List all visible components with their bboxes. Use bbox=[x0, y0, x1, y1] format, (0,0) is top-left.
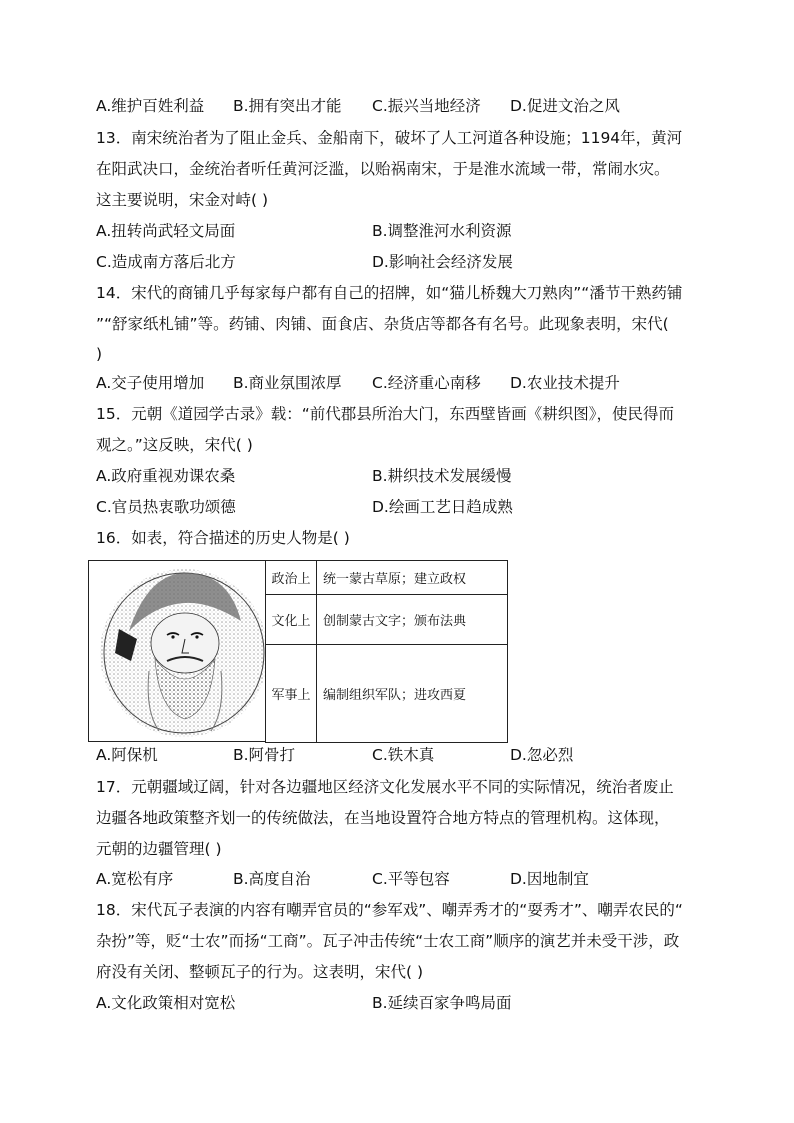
table-row bbox=[266, 595, 508, 645]
q14-stem-line-2: ”“舒家纸札铺”等。药铺、肉铺、面食店、杂货店等都各有名号。此现象表明，宋代( bbox=[96, 315, 669, 333]
q13-stem-line-3: 这主要说明，宋金对峙( ) bbox=[96, 191, 269, 209]
q15-stem-line-1: 15．元朝《道园学古录》载：“前代郡县所治大门，东西壁皆画《耕织图》，使民得而 bbox=[96, 405, 675, 423]
table-key-cell: 军事上 bbox=[266, 645, 317, 743]
q14-option-d: D.农业技术提升 bbox=[510, 374, 620, 392]
q13-option-a: A.扭转尚武轻文局面 bbox=[96, 222, 236, 240]
table-value-cell: 编制组织军队；进攻西夏 bbox=[317, 645, 508, 743]
q16-info-table bbox=[265, 560, 508, 743]
q16-option-a: A.阿保机 bbox=[96, 746, 158, 764]
q14-option-c: C.经济重心南移 bbox=[372, 374, 481, 392]
q15-option-a: A.政府重视劝课农桑 bbox=[96, 467, 236, 485]
q13-option-c: C.造成南方落后北方 bbox=[96, 253, 236, 271]
table-value-cell: 统一蒙古草原；建立政权 bbox=[317, 561, 508, 595]
table-key-cell: 文化上 bbox=[266, 595, 317, 645]
table-row bbox=[266, 645, 508, 743]
q13-option-b: B.调整淮河水利资源 bbox=[372, 222, 512, 240]
q16-stem-line-1: 16．如表，符合描述的历史人物是( ) bbox=[96, 529, 350, 547]
q13-option-d: D.影响社会经济发展 bbox=[372, 253, 513, 271]
q14-stem-line-3: ) bbox=[96, 345, 103, 363]
q17-option-c: C.平等包容 bbox=[372, 870, 450, 888]
q14-stem-line-1: 14．宋代的商铺几乎每家每户都有自己的招牌，如“猫儿桥魏大刀熟肉”“潘节干熟药铺 bbox=[96, 284, 683, 302]
q13-stem-line-2: 在阳武决口，金统治者听任黄河泛滥，以贻祸南宋，于是淮水流域一带，常闹水灾。 bbox=[96, 160, 670, 178]
q12-option-a: A.维护百姓利益 bbox=[96, 97, 205, 115]
q17-option-d: D.因地制宜 bbox=[510, 870, 589, 888]
q14-option-b: B.商业氛围浓厚 bbox=[233, 374, 342, 392]
table-value-cell: 创制蒙古文字；颁布法典 bbox=[317, 595, 508, 645]
q12-option-c: C.振兴当地经济 bbox=[372, 97, 481, 115]
q18-option-a: A.文化政策相对宽松 bbox=[96, 994, 236, 1012]
q14-option-a: A.交子使用增加 bbox=[96, 374, 205, 392]
q18-stem-line-3: 府没有关闭、整顿瓦子的行为。这表明，宋代( ) bbox=[96, 963, 424, 981]
q17-stem-line-1: 17．元朝疆域辽阔，针对各边疆地区经济文化发展水平不同的实际情况，统治者废止 bbox=[96, 778, 674, 796]
q17-stem-line-3: 元朝的边疆管理( ) bbox=[96, 840, 222, 858]
q17-stem-line-2: 边疆各地政策整齐划一的传统做法，在当地设置符合地方特点的管理机构。这体现， bbox=[96, 809, 670, 827]
q12-option-b: B.拥有突出才能 bbox=[233, 97, 342, 115]
q17-option-b: B.高度自治 bbox=[233, 870, 311, 888]
q13-stem-line-1: 13．南宋统治者为了阻止金兵、金船南下，破坏了人工河道各种设施；1194年，黄河 bbox=[96, 129, 683, 147]
table-row bbox=[266, 561, 508, 595]
q18-option-b: B.延续百家争鸣局面 bbox=[372, 994, 512, 1012]
q16-option-c: C.铁木真 bbox=[372, 746, 435, 764]
portrait-drawing bbox=[89, 561, 266, 742]
q16-option-b: B.阿骨打 bbox=[233, 746, 296, 764]
q15-option-d: D.绘画工艺日趋成熟 bbox=[372, 498, 513, 516]
q15-option-c: C.官员热衷歌功颂德 bbox=[96, 498, 236, 516]
q18-stem-line-1: 18．宋代瓦子表演的内容有嘲弄官员的“参军戏”、嘲弄秀才的“耍秀才”、嘲弄农民的“ bbox=[96, 901, 683, 919]
q15-option-b: B.耕织技术发展缓慢 bbox=[372, 467, 512, 485]
table-key-cell: 政治上 bbox=[266, 561, 317, 595]
q12-option-d: D.促进文治之风 bbox=[510, 97, 620, 115]
q18-stem-line-2: 杂扮”等，贬“士农”而扬“工商”。瓦子冲击传统“士农工商”顺序的演艺并未受干涉，政 bbox=[96, 932, 680, 950]
portrait-image bbox=[88, 560, 266, 742]
q16-option-d: D.忽必烈 bbox=[510, 746, 574, 764]
q17-option-a: A.宽松有序 bbox=[96, 870, 174, 888]
q15-stem-line-2: 观之。”这反映，宋代( ) bbox=[96, 436, 253, 454]
